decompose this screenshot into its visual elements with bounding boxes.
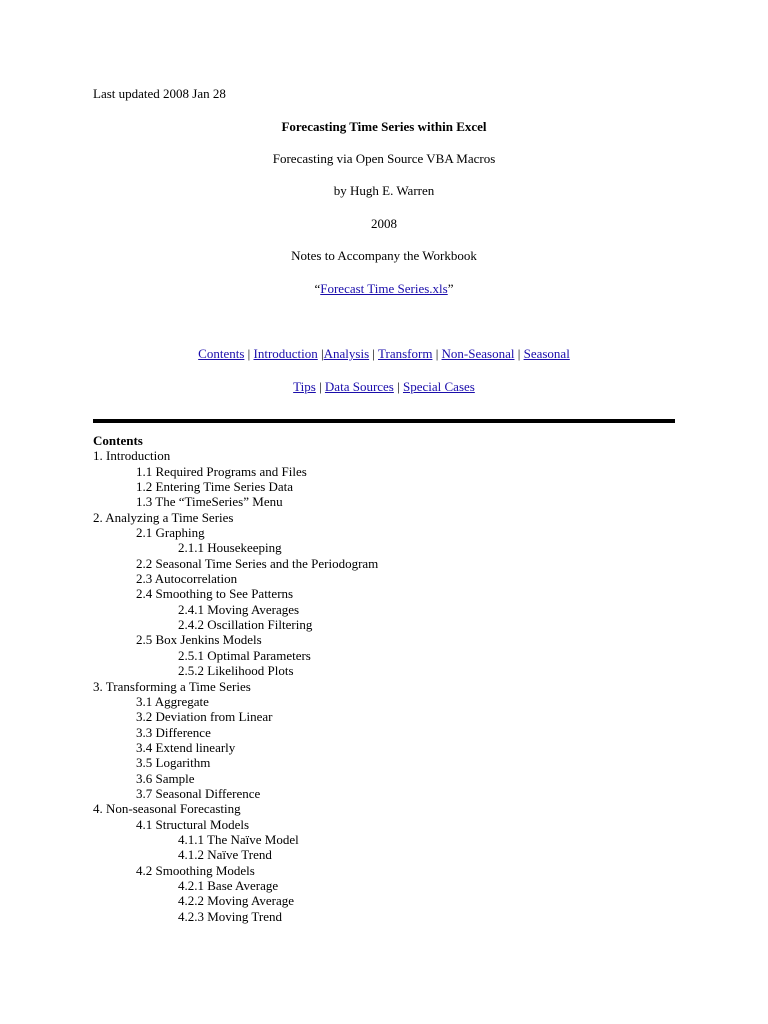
contents-heading: Contents [93, 433, 143, 448]
toc-entry: 2.2 Seasonal Time Series and the Periodogram [136, 555, 379, 571]
table-of-contents [93, 433, 378, 924]
nav-link-tips[interactable]: Tips [293, 379, 316, 394]
toc-entry: 2.4.2 Oscillation Filtering [178, 617, 313, 633]
toc-entry: 1. Introduction [93, 448, 171, 464]
toc-entry: 4.2.3 Moving Trend [178, 908, 283, 924]
nav-link-special-cases[interactable]: Special Cases [402, 379, 475, 394]
year-line: 2008 [371, 216, 397, 231]
notes-line: Notes to Accompany the Workbook [291, 248, 477, 263]
toc-entry: 3.6 Sample [136, 770, 195, 786]
toc-entry: 3.5 Logarithm [136, 755, 211, 771]
toc-entry: 4.1.2 Naïve Trend [178, 847, 272, 863]
nav-link-seasonal[interactable]: Seasonal [523, 346, 570, 361]
toc-list [93, 448, 378, 924]
nav-separator: | [397, 379, 400, 394]
toc-entry: 2. Analyzing a Time Series [93, 509, 234, 525]
nav-separator: | [435, 346, 439, 361]
toc-entry: 2.5 Box Jenkins Models [136, 632, 262, 648]
nav-separator: | [517, 346, 521, 361]
nav-link-transform[interactable]: Transform [378, 346, 433, 361]
toc-entry: 3.3 Difference [136, 724, 211, 740]
toc-entry: 3. Transforming a Time Series [93, 678, 251, 694]
nav-link-non-seasonal[interactable]: Non-Seasonal [441, 346, 515, 361]
last-updated: Last updated 2008 Jan 28 [93, 86, 226, 101]
toc-entry: 2.1 Graphing [136, 525, 205, 541]
toc-entry: 4.1 Structural Models [136, 816, 250, 832]
workbook-line [0, 281, 768, 297]
toc-entry: 4.2 Smoothing Models [136, 862, 255, 878]
nav-separator: | [319, 379, 322, 394]
nav-row-1 [0, 346, 768, 362]
toc-entry: 2.4.1 Moving Averages [178, 601, 300, 617]
nav-link-analysis[interactable]: Analysis [323, 346, 370, 361]
toc-entry: 2.1.1 Housekeeping [178, 540, 282, 556]
nav-separator: | [247, 346, 251, 361]
workbook-link[interactable]: Forecast Time Series.xls [320, 281, 448, 296]
close-quote: ” [447, 281, 454, 296]
toc-entry: 3.1 Aggregate [136, 693, 209, 709]
toc-entry: 2.5.2 Likelihood Plots [178, 663, 294, 679]
toc-entry: 1.3 The “TimeSeries” Menu [136, 494, 283, 510]
toc-entry: 4.1.1 The Naïve Model [178, 831, 299, 847]
toc-entry: 3.2 Deviation from Linear [136, 709, 273, 725]
toc-entry: 4. Non-seasonal Forecasting [93, 801, 241, 817]
toc-entry: 1.1 Required Programs and Files [136, 463, 307, 479]
toc-entry: 2.3 Autocorrelation [136, 571, 238, 587]
nav-link-introduction[interactable]: Introduction [253, 346, 318, 361]
toc-entry: 2.4 Smoothing to See Patterns [136, 586, 294, 602]
nav-row-2 [0, 379, 768, 395]
document-subtitle: Forecasting via Open Source VBA Macros [272, 151, 496, 166]
toc-entry: 4.2.2 Moving Average [178, 893, 295, 909]
toc-entry: 4.2.1 Base Average [178, 877, 279, 893]
toc-entry: 2.5.1 Optimal Parameters [178, 647, 311, 663]
author-line: by Hugh E. Warren [333, 183, 435, 198]
toc-entry: 3.4 Extend linearly [136, 739, 236, 755]
nav-link-contents[interactable]: Contents [198, 346, 245, 361]
toc-entry: 3.7 Seasonal Difference [136, 785, 261, 801]
document-title: Forecasting Time Series within Excel [281, 119, 487, 134]
horizontal-divider [93, 419, 675, 423]
nav-link-data-sources[interactable]: Data Sources [324, 379, 394, 394]
toc-entry: 1.2 Entering Time Series Data [136, 479, 294, 495]
nav-separator: | [372, 346, 375, 361]
nav-separator: | [321, 346, 324, 361]
open-quote: “ [314, 281, 321, 296]
